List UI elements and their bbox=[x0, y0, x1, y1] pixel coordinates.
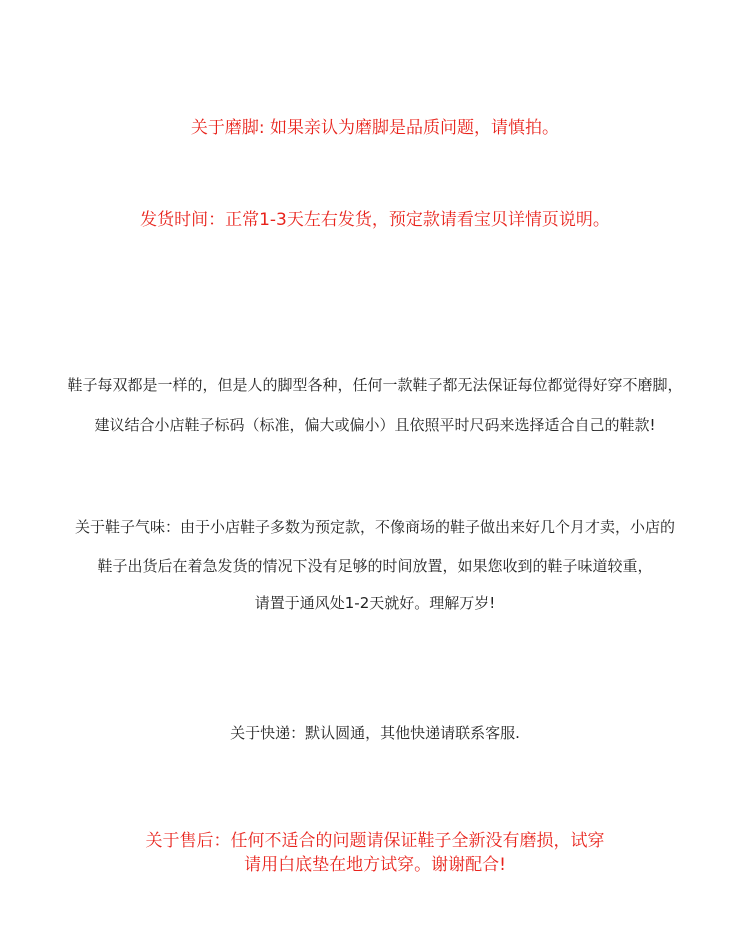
wear-notice: 关于磨脚: 如果亲认为磨脚是品质问题，请慎拍。 bbox=[190, 118, 560, 138]
shipping-notice: 发货时间：正常1-3天左右发货，预定款请看宝贝详情页说明。 bbox=[140, 210, 610, 230]
express-notice: 关于快递：默认圆通，其他快递请联系客服. bbox=[230, 724, 520, 742]
fit-notice-line-2: 建议结合小店鞋子标码（标准，偏大或偏小）且依照平时尺码来选择适合自己的鞋款! bbox=[94, 416, 656, 434]
after-sales-notice-line-2: 请用白底垫在地方试穿。谢谢配合! bbox=[244, 855, 506, 875]
fit-notice-line-1: 鞋子每双都是一样的，但是人的脚型各种，任何一款鞋子都无法保证每位都觉得好穿不磨脚， bbox=[67, 376, 683, 394]
smell-notice-line-1: 关于鞋子气味：由于小店鞋子多数为预定款，不像商场的鞋子做出来好几个月才卖，小店的 bbox=[74, 518, 675, 536]
smell-notice-line-3: 请置于通风处1-2天就好。理解万岁! bbox=[254, 594, 496, 612]
after-sales-notice-line-1: 关于售后：任何不适合的问题请保证鞋子全新没有磨损，试穿 bbox=[145, 831, 605, 851]
smell-notice-line-2: 鞋子出货后在着急发货的情况下没有足够的时间放置，如果您收到的鞋子味道较重， bbox=[97, 557, 653, 575]
